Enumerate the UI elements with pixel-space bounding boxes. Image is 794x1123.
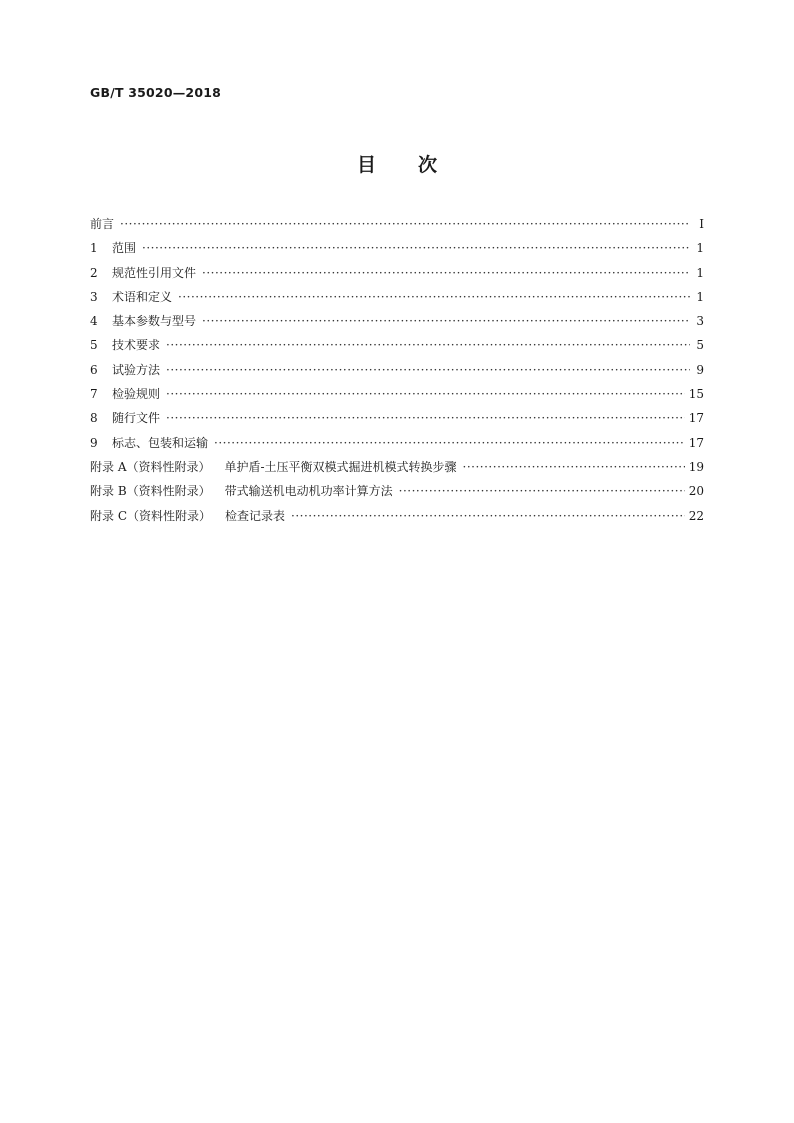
toc-entry-title: 前言 (90, 217, 115, 231)
leader-dots (463, 460, 685, 474)
toc-entry-3[interactable] (90, 288, 704, 312)
toc-entry-number: 3 (90, 289, 98, 304)
toc-entry-page: 5 (696, 338, 704, 353)
toc-entry-page: Ⅰ (699, 217, 704, 231)
table-of-contents (90, 215, 704, 531)
toc-appendix-prefix: 附录 C（资料性附录） (90, 508, 211, 523)
leader-dots (202, 266, 690, 280)
toc-appendix-prefix: 附录 A（资料性附录） (90, 459, 211, 474)
toc-entry-5[interactable] (90, 336, 704, 360)
toc-appendix-prefix: 附录 B（资料性附录） (90, 484, 211, 499)
toc-entry-title: 试验方法 (112, 362, 161, 377)
leader-dots (178, 290, 690, 304)
toc-entry-title: 标志、包装和运输 (112, 435, 209, 450)
toc-entry-2[interactable] (90, 264, 704, 288)
toc-entry-page: 19 (688, 459, 704, 474)
toc-entry-title: 检查记录表 (225, 508, 286, 523)
toc-entry-number: 1 (90, 241, 98, 256)
toc-entry-page: 1 (696, 241, 704, 256)
title-char-right: 次 (418, 154, 438, 176)
toc-entry-4[interactable] (90, 312, 704, 336)
leader-dots (166, 363, 690, 377)
toc-entry-page: 17 (688, 411, 704, 426)
toc-entry-number: 7 (90, 387, 98, 402)
toc-entry-title: 基本参数与型号 (112, 314, 197, 329)
toc-entry-page: 22 (688, 508, 704, 523)
toc-entry-page: 20 (688, 484, 704, 499)
leader-dots (291, 509, 685, 523)
toc-entry-appendix-b[interactable] (90, 482, 704, 506)
toc-entry-number: 6 (90, 362, 98, 377)
leader-dots (166, 411, 685, 425)
toc-entry-title: 技术要求 (112, 338, 161, 353)
toc-entry-page: 1 (696, 289, 704, 304)
toc-entry-page: 17 (688, 435, 704, 450)
toc-entry-foreword[interactable] (90, 215, 704, 239)
toc-entry-title: 带式输送机电动机功率计算方法 (224, 484, 393, 499)
toc-entry-9[interactable] (90, 434, 704, 458)
toc-entry-number: 9 (90, 435, 98, 450)
toc-entry-number: 4 (90, 314, 98, 329)
toc-entry-number: 8 (90, 411, 98, 426)
leader-dots (142, 241, 690, 255)
page-title (0, 150, 794, 177)
leader-dots (166, 338, 690, 352)
toc-entry-8[interactable] (90, 409, 704, 433)
leader-dots (202, 314, 690, 328)
leader-dots (214, 436, 685, 450)
toc-entry-number: 2 (90, 265, 98, 280)
toc-entry-appendix-c[interactable] (90, 507, 704, 531)
leader-dots (166, 387, 685, 401)
leader-dots (399, 484, 685, 498)
standard-code: GB/T 35020—2018 (90, 85, 222, 100)
title-char-left: 目 (356, 154, 376, 176)
toc-entry-title: 术语和定义 (112, 289, 173, 304)
toc-entry-title: 规范性引用文件 (112, 265, 197, 280)
toc-entry-title: 范围 (112, 241, 137, 256)
toc-entry-page: 15 (688, 387, 704, 402)
toc-entry-1[interactable] (90, 239, 704, 263)
leader-dots (120, 217, 690, 231)
toc-entry-page: 9 (696, 362, 704, 377)
toc-entry-page: 3 (696, 314, 704, 329)
toc-entry-6[interactable] (90, 361, 704, 385)
toc-entry-title: 随行文件 (112, 411, 161, 426)
toc-entry-appendix-a[interactable] (90, 458, 704, 482)
toc-entry-number: 5 (90, 338, 98, 353)
toc-entry-page: 1 (696, 265, 704, 280)
toc-entry-7[interactable] (90, 385, 704, 409)
toc-entry-title: 单护盾-土压平衡双模式掘进机模式转换步骤 (224, 459, 457, 474)
toc-entry-title: 检验规则 (112, 387, 161, 402)
